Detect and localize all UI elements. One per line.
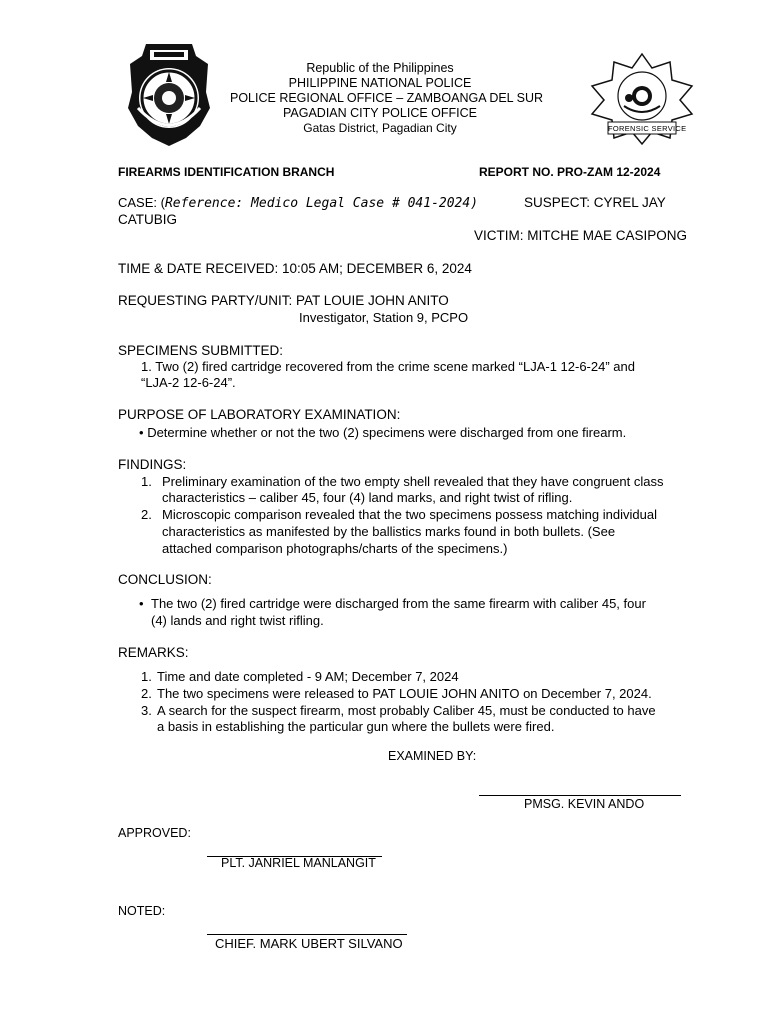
remark-line: Time and date completed - 9 AM; December 7, 2024	[157, 669, 459, 684]
pnp-seal-icon	[126, 42, 212, 148]
purpose-bullet	[139, 425, 626, 440]
signature-line	[207, 934, 407, 935]
approver-name: PLT. JANRIEL MANLANGIT	[221, 856, 376, 870]
purpose-text: Determine whether or not the two (2) specimens were discharged from one firearm.	[147, 425, 627, 440]
letterhead-line: POLICE REGIONAL OFFICE – ZAMBOANGA DEL SUR	[230, 91, 544, 105]
noter-name: CHIEF. MARK UBERT SILVANO	[215, 936, 403, 951]
suspect: SUSPECT: CYREL JAY	[524, 195, 666, 210]
approved-label: APPROVED:	[118, 826, 191, 840]
letterhead	[230, 61, 544, 136]
remark-line: a basis in establishing the particular gun where the bullets were fired.	[157, 719, 555, 734]
noted-label: NOTED:	[118, 904, 166, 918]
letterhead-line: Republic of the Philippines	[306, 61, 454, 75]
finding-line: attached comparison photographs/charts of the specimens.)	[162, 541, 508, 556]
conclusion-line: The two (2) fired cartridge were discharged from the same firearm with caliber 45, four	[151, 596, 646, 611]
specimen-item-cont: “LJA-2 12-6-24”.	[141, 375, 236, 390]
specimens-heading: SPECIMENS SUBMITTED:	[118, 343, 284, 358]
remark-line: A search for the suspect firearm, most probably Caliber 45, must be conducted to have	[157, 703, 656, 718]
case-line	[118, 195, 478, 211]
suspect-continued: CATUBIG	[118, 212, 178, 227]
findings-heading: FINDINGS:	[118, 457, 187, 472]
branch-title: FIREARMS IDENTIFICATION BRANCH	[118, 165, 335, 179]
report-number: REPORT NO. PRO-ZAM 12-2024	[479, 165, 661, 179]
finding-line: Preliminary examination of the two empty shell revealed that they have congruent class	[162, 474, 664, 489]
letterhead-line: PHILIPPINE NATIONAL POLICE	[288, 76, 472, 90]
finding-line: characteristics as manifested by the ballistics marks found in both bullets. (See	[162, 524, 616, 539]
finding-line: Microscopic comparison revealed that the two specimens possess matching individual	[162, 507, 657, 522]
conclusion-heading: CONCLUSION:	[118, 572, 212, 587]
finding-line: characteristics – caliber 45, four (4) land marks, and right twist of rifling.	[162, 490, 573, 505]
finding-number: 2.	[141, 507, 152, 522]
remark-number: 3.	[141, 703, 152, 718]
examiner-name: PMSG. KEVIN ANDO	[524, 797, 645, 811]
requesting-party-role: Investigator, Station 9, PCPO	[299, 310, 469, 325]
forensic-service-text: FORENSIC SERVICE	[608, 124, 687, 133]
remarks-heading: REMARKS:	[118, 645, 189, 660]
remark-number: 1.	[141, 669, 152, 684]
remark-number: 2.	[141, 686, 152, 701]
bullet-icon: •	[139, 596, 144, 611]
remark-line: The two specimens were released to PAT LOUIE JOHN ANITO on December 7, 2024.	[157, 686, 652, 701]
signature-line	[479, 795, 681, 796]
requesting-party: REQUESTING PARTY/UNIT: PAT LOUIE JOHN ANITO	[118, 293, 449, 308]
examined-by-label: EXAMINED BY:	[388, 749, 477, 763]
case-label: CASE: (	[118, 195, 165, 210]
bullet-icon: •	[139, 425, 144, 440]
case-reference: Reference: Medico Legal Case # 041-2024)	[164, 196, 479, 211]
purpose-heading: PURPOSE OF LABORATORY EXAMINATION:	[118, 407, 401, 422]
victim: VICTIM: MITCHE MAE CASIPONG	[474, 228, 688, 243]
specimen-item: 1. Two (2) fired cartridge recovered from the crime scene marked “LJA-1 12-6-24” and	[141, 359, 635, 374]
letterhead-line: PAGADIAN CITY POLICE OFFICE	[282, 106, 478, 120]
conclusion-line: (4) lands and right twist rifling.	[151, 613, 324, 628]
finding-number: 1.	[141, 474, 152, 489]
time-date-received: TIME & DATE RECEIVED: 10:05 AM; DECEMBER 6, 2024	[118, 261, 472, 276]
letterhead-line: Gatas District, Pagadian City	[303, 121, 457, 135]
